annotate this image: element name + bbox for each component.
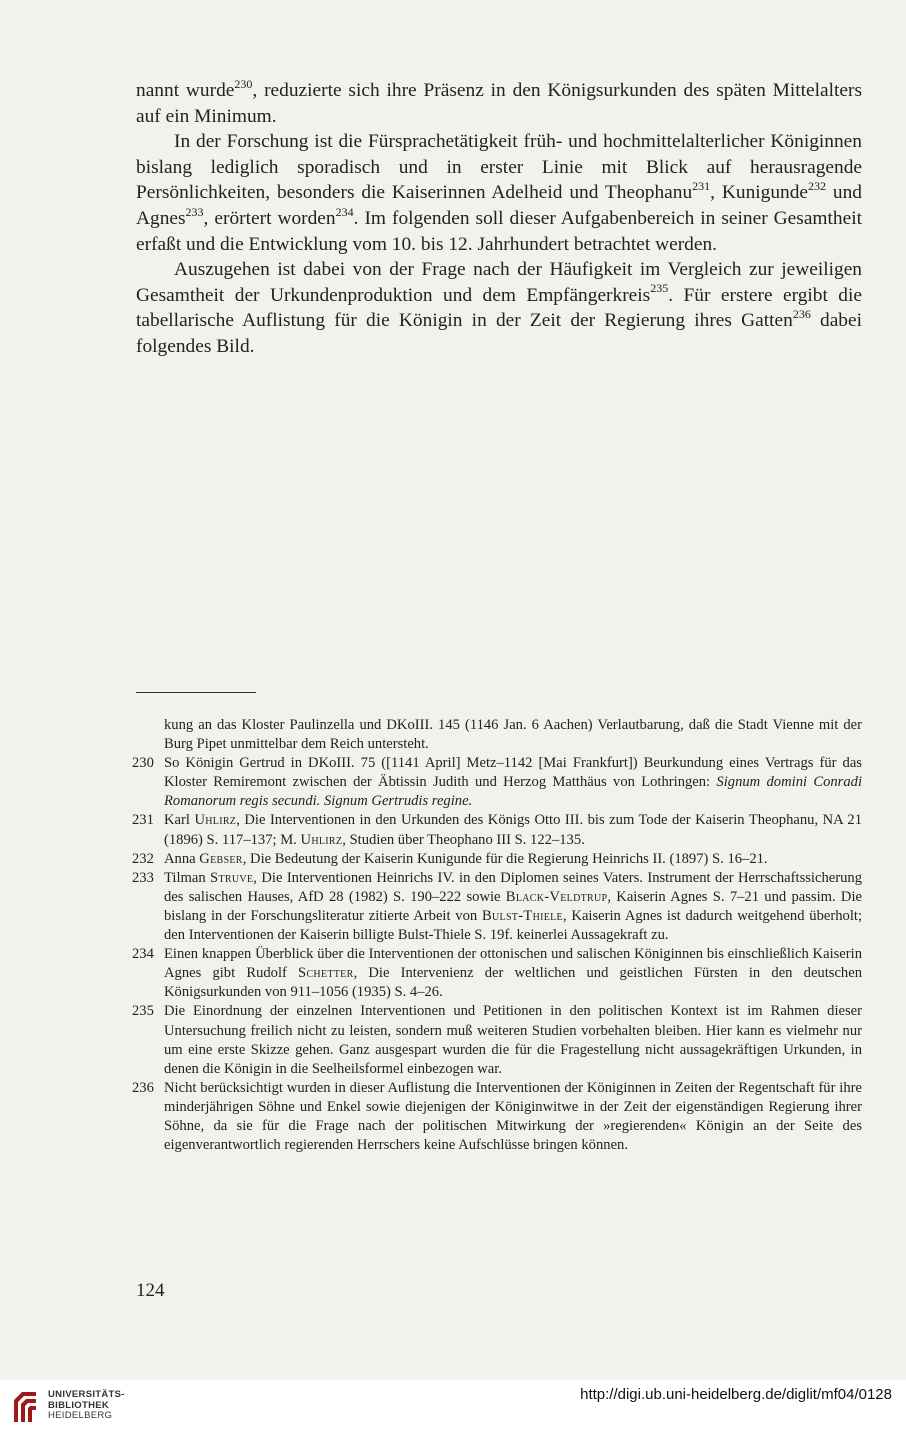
author-name: Gebser xyxy=(199,850,243,867)
library-name-line-1: UNIVERSITÄTS- xyxy=(48,1389,125,1400)
footnote-text: Tilman Struve, Die Interventionen Heinrichs IV. in den Diplomen seines Vaters. Instrument der Herrschaftssicherung des salischen Hauses, AfD 28 (1982) S. 190–222 sowie Black-Veldtrup, Kaiserin Agnes S. 7–21 und passim. Die bislang in der Forschungsliteratur zitierte Arbeit von Bulst-Thiele, Kaiserin Agnes ist dadurch weitgehend überholt; den Interventionen der Kaiserin billigte Bulst-Thiele S. 19f. keinerlei Aussagekraft zu. xyxy=(164,869,862,944)
paragraph: In der Forschung ist die Fürsprachetätigkeit früh- und hochmittelalterlicher Königinnen bislang lediglich sporadisch und in erster Linie mit Blick auf herausragende Persönlichkeiten, besonders die Kaiserinnen Adelheid und Theophanu$^{231}$, Kunigunde$^{232}$ und Agnes$^{233}$, erörtert worden$^{234}$. Im folgenden soll dieser Aufgabenbereich in seiner Gesamtheit erfaßt und die Entwicklung vom 10. bis 12. Jahrhundert betrachtet werden. xyxy=(136,131,862,255)
library-name-line-3: HEIDELBERG xyxy=(48,1410,113,1421)
library-name xyxy=(48,1390,125,1422)
footnote-ref: 235 xyxy=(650,281,669,296)
footnote xyxy=(132,869,862,945)
library-logo-icon xyxy=(10,1388,40,1426)
footnote xyxy=(132,850,862,869)
footnote-number: 235 xyxy=(132,1003,154,1020)
author-name: Bulst-Thiele xyxy=(481,907,563,924)
paragraph: Auszugehen ist dabei von der Frage nach der Häufigkeit im Vergleich zur jeweiligen Gesamtheit der Urkundenproduktion und dem Empfängerkreis$^{235}$. Für erstere ergibt die tabellarische Auflistung für die Königin in der Zeit der Regierung ihres Gatten$^{236}$ dabei folgendes Bild. xyxy=(136,259,862,357)
library-footer xyxy=(0,1380,906,1439)
footnote-ref: 234 xyxy=(335,204,354,219)
author-name: Uhlirz xyxy=(194,812,237,829)
footnote-ref: 232 xyxy=(808,178,827,193)
footnote-number: 234 xyxy=(132,946,154,963)
footnote-text: Anna Gebser, Die Bedeutung der Kaiserin Kunigunde für die Regierung Heinrichs II. (1897) S. 16–21. xyxy=(164,850,768,867)
library-name-line-2: BIBLIOTHEK xyxy=(48,1399,110,1411)
author-name: Black-Veldtrup xyxy=(505,888,608,905)
footnote-number: 233 xyxy=(132,869,154,886)
main-text xyxy=(136,78,862,360)
author-name: Uhlirz xyxy=(300,831,343,848)
footnote xyxy=(132,754,862,811)
footnote-number: 230 xyxy=(132,755,154,772)
footnote-number: 232 xyxy=(132,850,154,867)
italic-quote: Signum domini Conradi Romanorum regis secundi. Signum Gertrudis regine. xyxy=(164,774,862,810)
footnote-ref: 233 xyxy=(185,204,204,219)
footnote xyxy=(132,1002,862,1078)
permalink-url[interactable]: http://digi.ub.uni-heidelberg.de/diglit/mf04/0128 xyxy=(580,1386,892,1403)
footnote xyxy=(132,811,862,849)
paragraph: nannt wurde$^{230}$, reduzierte sich ihre Präsenz in den Königsurkunden des späten Mittelalters auf ein Minimum. xyxy=(136,76,863,127)
page-number: 124 xyxy=(136,1280,165,1301)
footnote-text: Nicht berücksichtigt wurden in dieser Auflistung die Interventionen der Königinnen in Zeiten der Regentschaft für ihre minderjährigen Söhne und Enkel sowie diejenigen der Königinwitwe in der Zeit der eigenständigen Regierung ihrer Söhne, da sie für die Frage nach der politischen Mitwirkung der »regierenden« Königin an der Seite des eigenverantwortlich regierenden Herrschers keine Aufschlüsse bringen können. xyxy=(164,1079,862,1154)
footnote-number: 236 xyxy=(132,1079,154,1096)
footnote-ref: 231 xyxy=(692,178,711,193)
footnote xyxy=(136,716,862,754)
footnote-number: 231 xyxy=(132,812,154,829)
footnote xyxy=(132,945,862,1002)
footnote-ref: 230 xyxy=(234,76,253,91)
author-name: Struve xyxy=(210,869,254,886)
footnote-text: Karl Uhlirz, Die Interventionen in den Urkunden des Königs Otto III. bis zum Tode der Kaiserin Theophanu, NA 21 (1896) S. 117–137; M. Uhlirz, Studien über Theophano III S. 122–135. xyxy=(164,812,862,848)
footnote-ref: 236 xyxy=(792,306,811,321)
footnote xyxy=(132,1079,862,1155)
footnotes xyxy=(132,716,862,1155)
footnote-text: Einen knappen Überblick über die Interventionen der ottonischen und salischen Königinnen bis einschließlich Kaiserin Agnes gibt Rudolf Schetter, Die Intervenienz der weltlichen und geistlichen Fürsten in den deutschen Königsurkunden von 911–1056 (1935) S. 4–26. xyxy=(164,946,862,1001)
footnote-text: So Königin Gertrud in DKoIII. 75 ([1141 April] Metz–1142 [Mai Frankfurt]) Beurkundung eines Vertrags für das Kloster Remiremont zwischen der Äbtissin Judith und Herzog Matthäus von Lothringen: Signum domini Conradi Romanorum regis secundi. Signum Gertrudis regine. xyxy=(164,755,862,810)
footnote-text: kung an das Kloster Paulinzella und DKoIII. 145 (1146 Jan. 6 Aachen) Verlautbarung, daß die Stadt Vienne mit der Burg Pipet unmittelbar dem Reich untersteht. xyxy=(164,717,862,753)
footnote-text: Die Einordnung der einzelnen Interventionen und Petitionen in den politischen Kontext ist im Rahmen dieser Untersuchung freilich nicht zu leisten, sondern muß weiteren Studien vorbehalten bleiben. Hier kann es vielmehr nur um eine erste Skizze gehen. Ganz ausgespart wurden die für die Fragestellung nicht aussagekräftigen Urkunden, in denen die Königin in die Seelheilsformel einbezogen war. xyxy=(164,1003,862,1077)
footnote-separator xyxy=(136,692,256,693)
author-name: Schetter xyxy=(298,965,354,982)
